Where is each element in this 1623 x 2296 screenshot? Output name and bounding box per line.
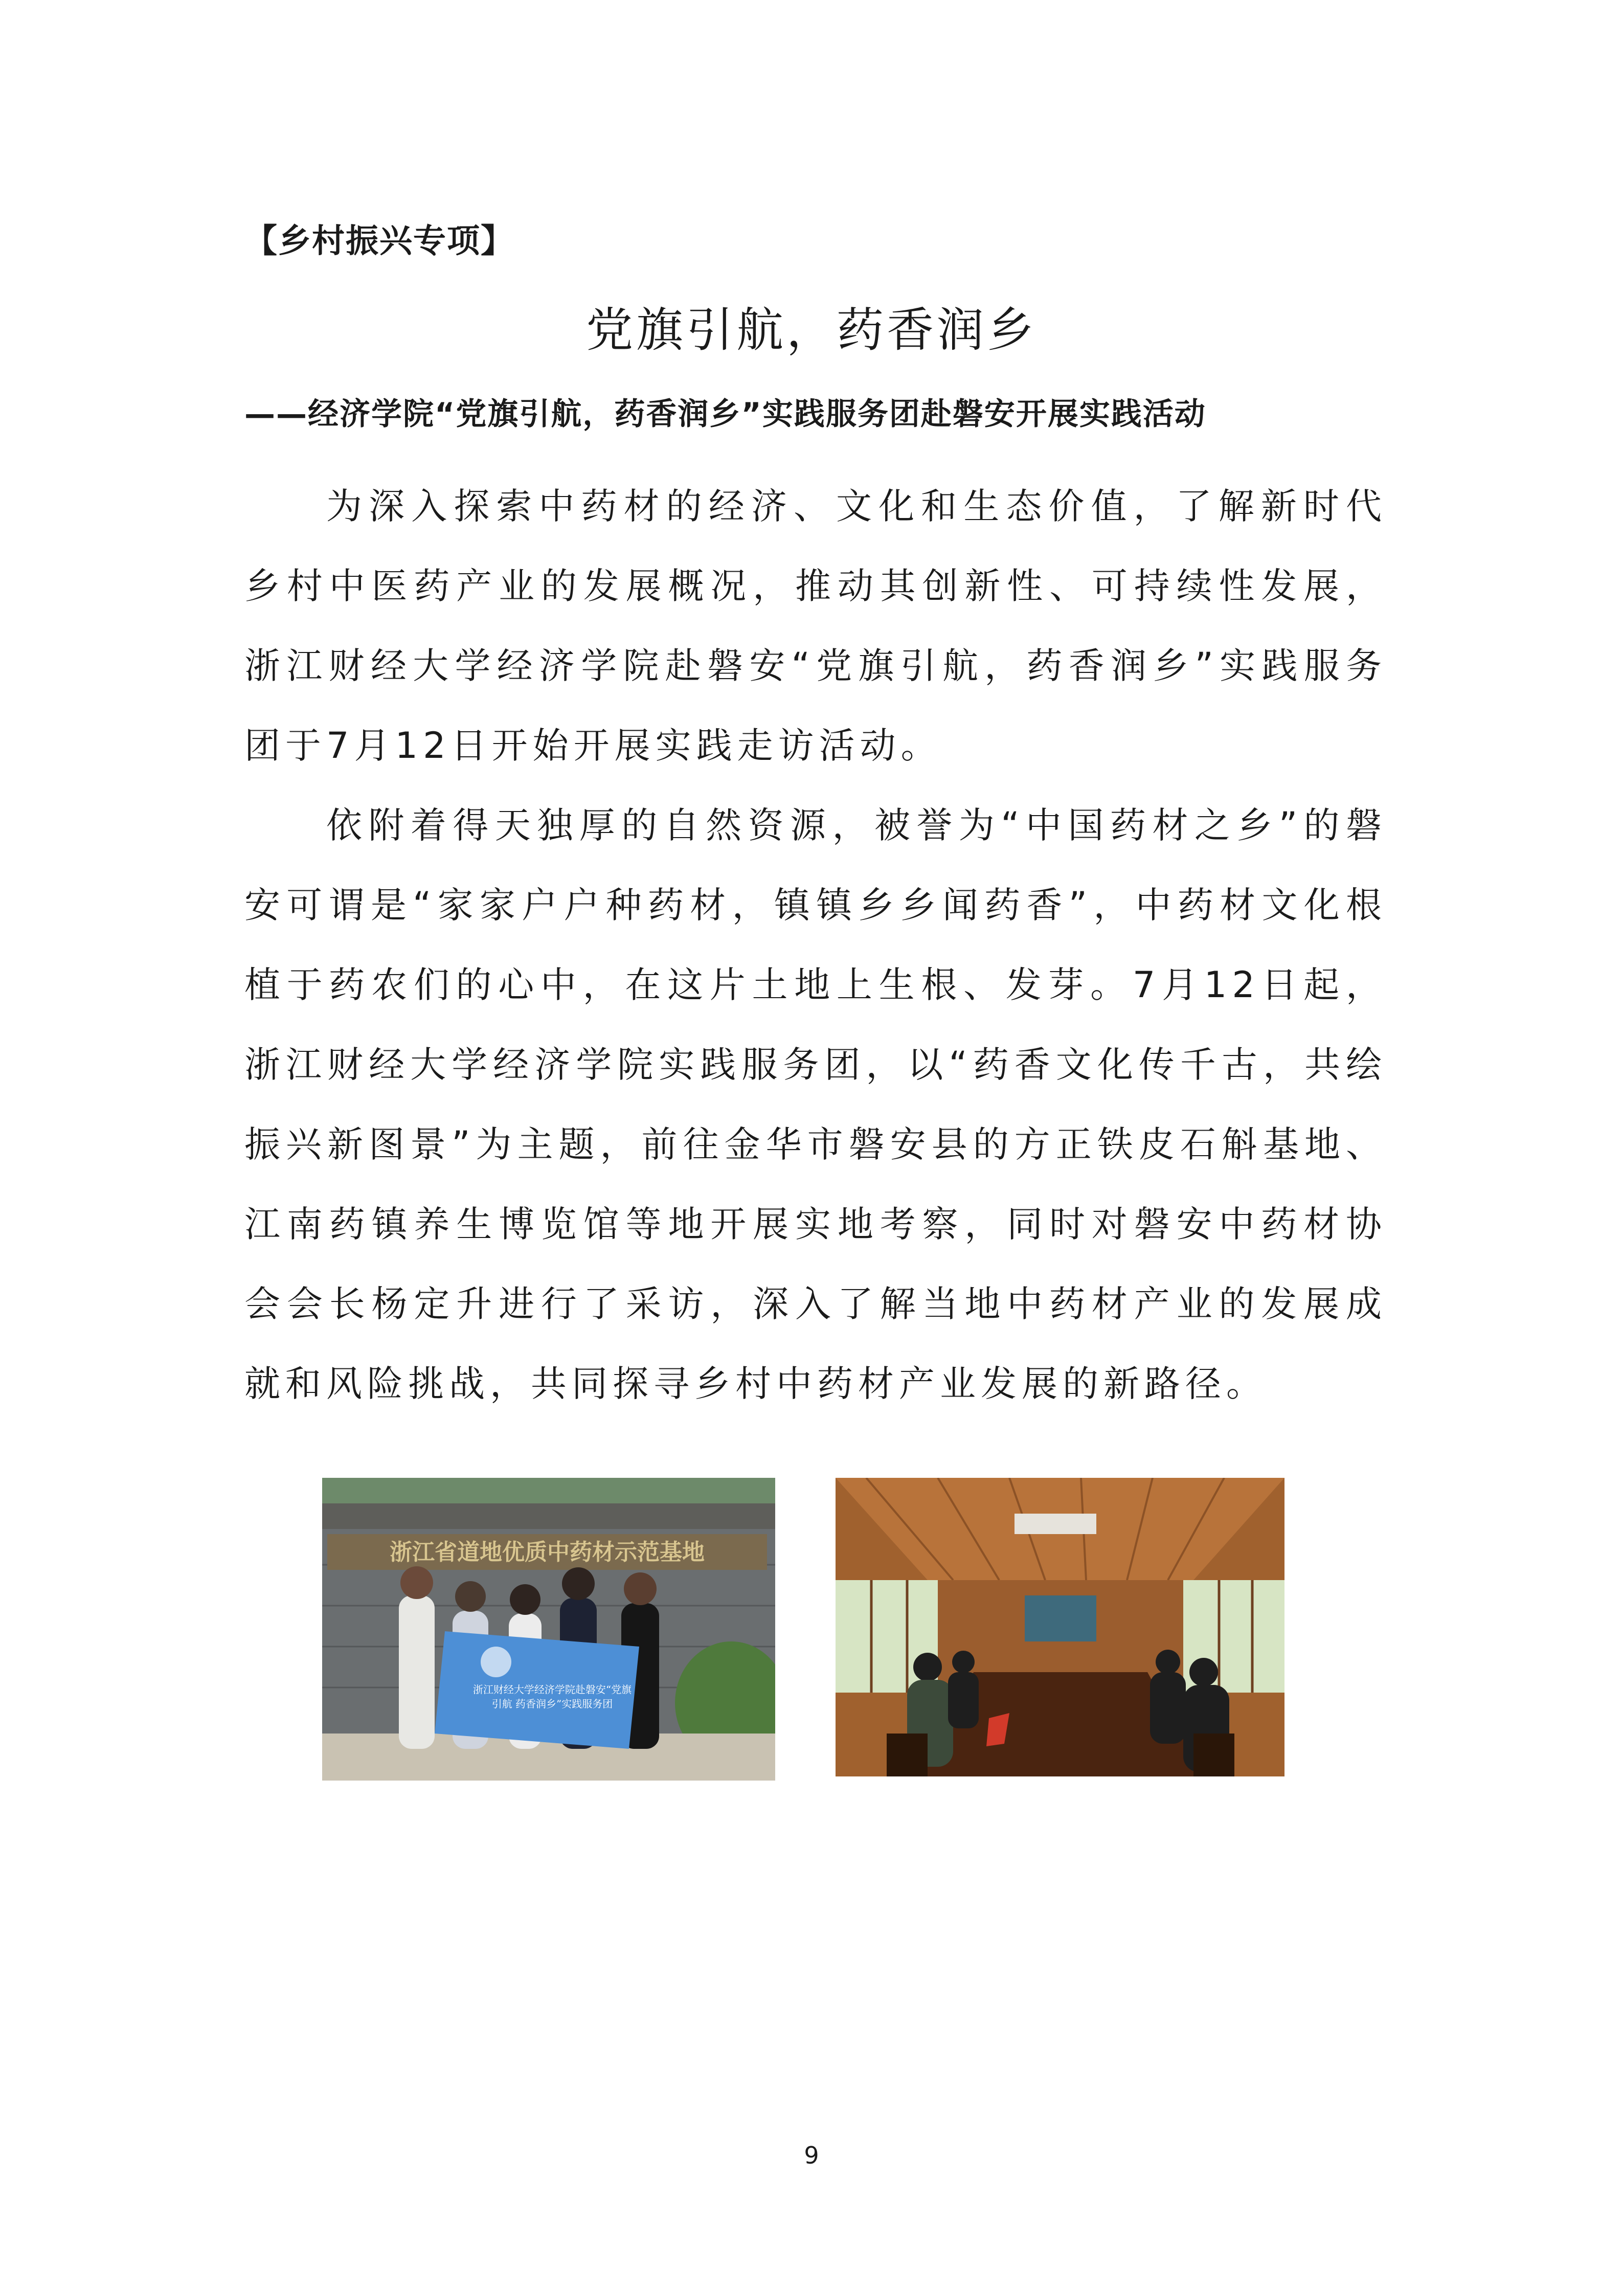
article-subtitle: ——经济学院“党旗引航，药香润乡”实践服务团赴磐安开展实践活动 (244, 396, 1206, 432)
paragraph-1: 为深入探索中药材的经济、文化和生态价值，了解新时代乡村中医药产业的发展概况，推动其创新性、可持续性发展，浙江财经大学经济学院赴磐安“党旗引航，药香润乡”实践服务团于7月12日开始开展实践走访活动。 (244, 485, 1387, 767)
sign-text: 浙江省道地优质中药材示范基地 (390, 1539, 705, 1565)
banner-text: 浙江财经大学经济学院赴磐安“党旗引航 药香润乡”实践服务团 (472, 1683, 632, 1710)
article-body (244, 466, 1387, 1424)
paragraph-2: 依附着得天独厚的自然资源，被誉为“中国药材之乡”的磐安可谓是“家家户户种药材，镇镇乡乡闻药香”，中药材文化根植于药农们的心中，在这片土地上生根、发芽。7月12日起，浙江财经大学经济学院实践服务团，以“药香文化传千古，共绘振兴新图景”为主题，前往金华市磐安县的方正铁皮石斛基地、江南药镇养生博览馆等地开展实地考察，同时对磐安中药材协会会长杨定升进行了采访，深入了解当地中药材产业的发展成就和风险挑战，共同探寻乡村中药材产业发展的新路径。 (244, 804, 1387, 1405)
page-number: 9 (804, 2142, 819, 2169)
section-tag: 【乡村振兴专项】 (244, 222, 514, 260)
group-photo (322, 1478, 775, 1781)
article-title: 党旗引航，药香润乡 (585, 303, 1037, 357)
meeting-photo (836, 1478, 1284, 1776)
